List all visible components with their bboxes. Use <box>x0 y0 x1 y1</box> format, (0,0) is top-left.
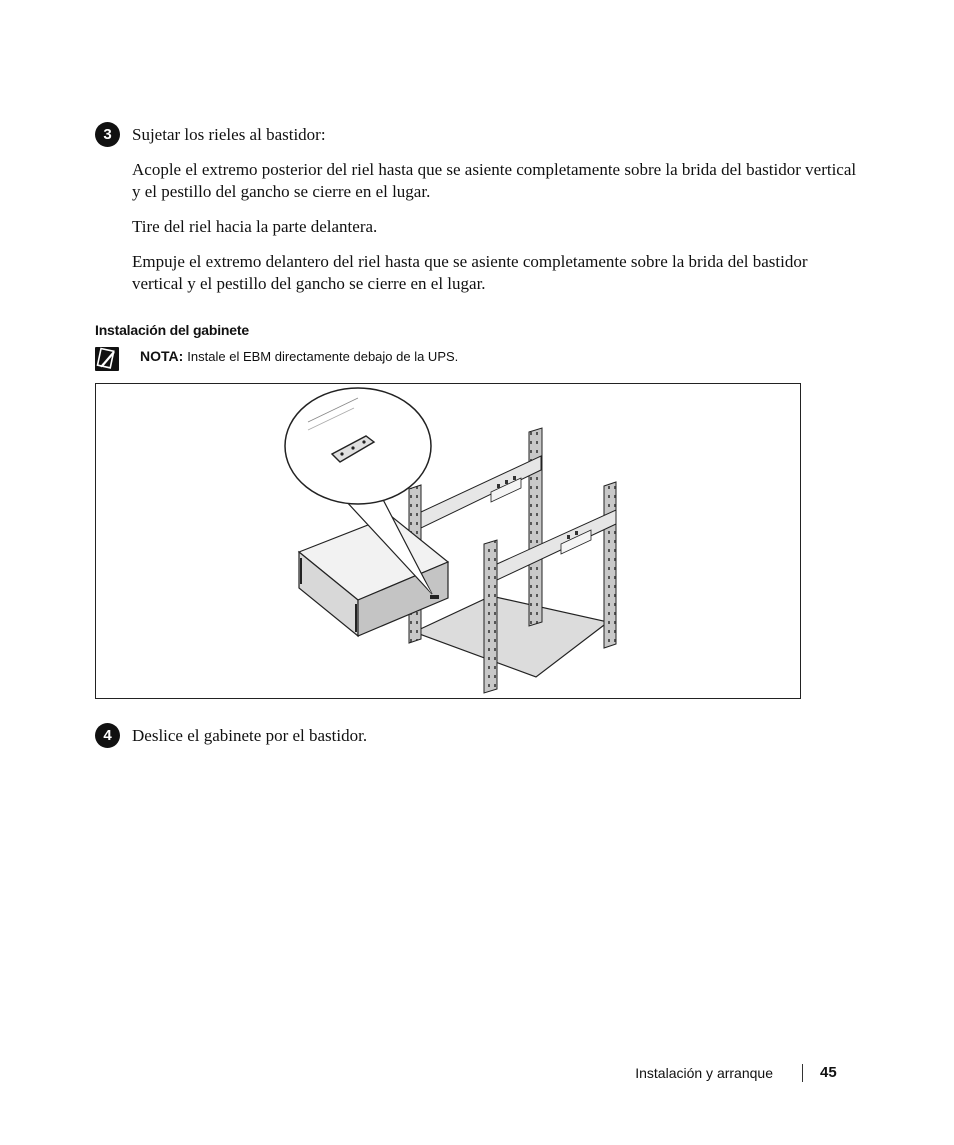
figure-frame <box>95 383 801 699</box>
section-heading: Instalación del gabinete <box>95 322 249 338</box>
step-3-paragraph-2: Tire del riel hacia la parte delantera. <box>132 217 378 236</box>
footer-separator <box>802 1064 803 1082</box>
rack-post-back-right <box>604 482 616 648</box>
callout-magnifier <box>285 388 431 504</box>
note-text: Instale el EBM directamente debajo de la UPS. <box>187 349 459 364</box>
cabinet-rack-installation-diagram <box>96 384 802 700</box>
rack-post-front-right <box>484 540 497 693</box>
step-3-paragraph-1: Acople el extremo posterior del riel hasta que se asiente completamente sobre la brida del bastidor vertical y el pestillo del gancho se cierre en el lugar. <box>132 160 857 201</box>
rack-base-plate <box>414 596 608 677</box>
step-3-badge: 3 <box>95 122 120 147</box>
step-3-title: Sujetar los rieles al bastidor: <box>132 125 326 144</box>
battery-cabinet <box>299 516 448 636</box>
footer-section-title: Instalación y arranque <box>635 1065 773 1081</box>
note-label: NOTA: <box>140 348 184 364</box>
note-pencil-icon <box>95 347 119 371</box>
step-4-title: Deslice el gabinete por el bastidor. <box>132 726 368 745</box>
step-3-paragraph-3: Empuje el extremo delantero del riel hasta que se asiente completamente sobre la brida del bastidor vertical y el pestillo del gancho se cierre en el lugar. <box>132 252 808 293</box>
note <box>140 348 458 364</box>
left-rail <box>421 456 541 528</box>
step-4-badge: 4 <box>95 723 120 748</box>
page-number: 45 <box>820 1064 837 1081</box>
right-rail <box>497 510 616 580</box>
